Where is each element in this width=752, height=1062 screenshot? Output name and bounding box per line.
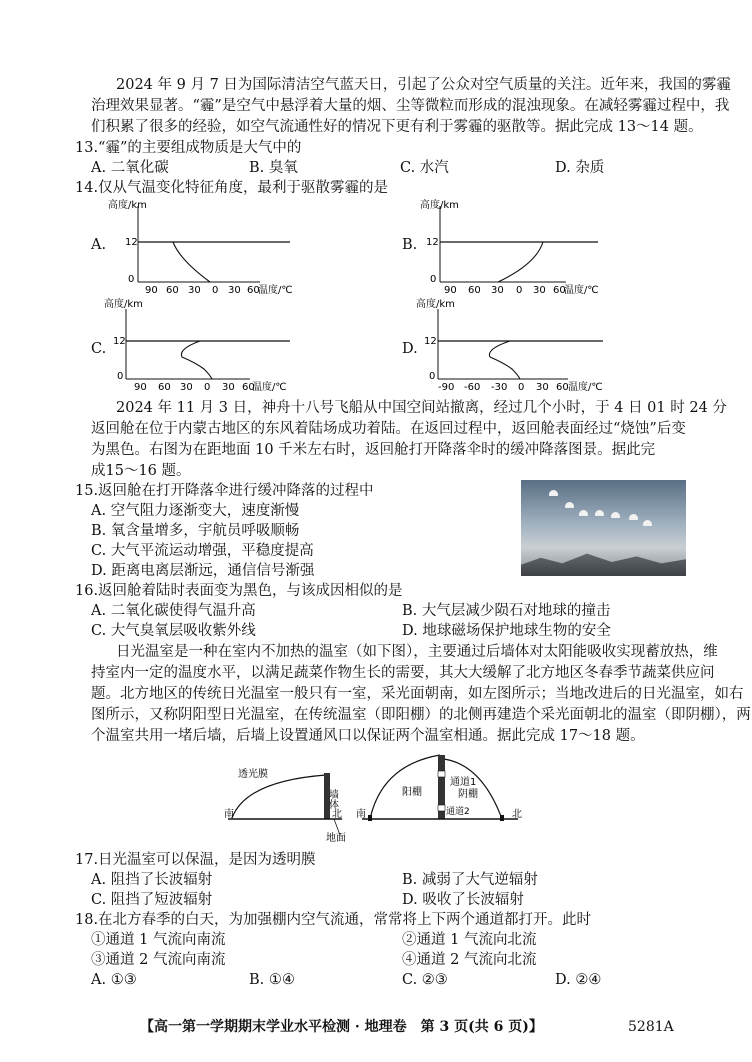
q14-panel-c-xtick: 30	[222, 382, 235, 393]
q14-panel-a-ylabel: 高度/km	[108, 200, 147, 211]
capsule-descent-photo	[521, 480, 686, 576]
passage2-line-4: 成15～16 题。	[91, 463, 191, 479]
q17-option-d: D. 吸收了长波辐射	[402, 892, 524, 908]
q16-option-a: A. 二氧化碳使得气温升高	[91, 603, 256, 619]
q14-panel-b-xtick: 0	[516, 285, 523, 296]
q14-stem: 14.仅从气温变化特征角度，最利于驱散雾霾的是	[75, 180, 389, 196]
passage2-line-3: 为黑色。右图为在距地面 10 千米左右时，返回舱打开降落伞时的缓冲降落图景。据此完	[91, 442, 656, 458]
left-north-label: 北	[332, 809, 342, 820]
q17-option-c: C. 阻挡了短波辐射	[91, 892, 213, 908]
q18-statement-3: ③通道 2 气流向南流	[91, 952, 226, 968]
q14-panel-a-xtick: 30	[228, 285, 241, 296]
mountain-shape	[521, 548, 686, 576]
q16-option-c: C. 大气臭氧层吸收紫外线	[91, 623, 256, 639]
q14-panel-b-label: B.	[402, 237, 418, 253]
q14-panel-d-xtick: -30	[491, 382, 508, 393]
q18-option-a: A. ①③	[91, 972, 137, 988]
parachute-icon	[629, 514, 638, 520]
q14-panel-d-xtick: -60	[464, 382, 481, 393]
q14-panel-c-xlabel: 温度/℃	[252, 382, 287, 393]
q14-panel-a-origin: 0	[128, 274, 135, 285]
q14-panel-d-xtick: 60	[556, 382, 569, 393]
q18-option-b: B. ①④	[249, 972, 295, 988]
passage3-line-5: 个温室共用一堵后墙，后墙上设置通风口以保证两个温室相通。据此完成 17～18 题。	[91, 728, 645, 744]
q14-panel-d-origin: 0	[429, 371, 436, 382]
q14-panel-c-ylabel: 高度/km	[104, 299, 143, 310]
q14-panel-a-xtick: 90	[145, 285, 158, 296]
paper-code: 5281A	[628, 1019, 674, 1035]
q14-panel-a-xtick: 60	[166, 285, 179, 296]
passage2-line-2: 返回舱在位于内蒙古地区的东风着陆场成功着陆。在返回过程中，返回舱表面经过“烧蚀”后变	[91, 421, 686, 437]
q14-panel-a-xtick: 0	[212, 285, 219, 296]
q14-panel-c-xtick: 30	[180, 382, 193, 393]
q14-panel-c-xtick: 0	[204, 382, 211, 393]
q14-panel-b-xtick: 60	[468, 285, 481, 296]
q16-option-b: B. 大气层减少陨石对地球的撞击	[402, 603, 611, 619]
parachute-icon	[549, 490, 558, 496]
q17-option-a: A. 阻挡了长波辐射	[91, 872, 213, 888]
q14-panel-d-graph	[398, 297, 610, 397]
q15-option-c: C. 大气平流运动增强，平稳度提高	[91, 543, 314, 559]
q18-option-c: C. ②③	[402, 972, 448, 988]
q14-panel-d-ytick: 12	[424, 336, 437, 347]
vent-2-label: 通道2	[446, 807, 470, 817]
q14-panel-d-label: D.	[402, 341, 418, 357]
q14-panel-a-xtick: 60	[247, 285, 260, 296]
q14-panel-c-graph	[100, 297, 300, 397]
vent-1-label: 通道1	[450, 777, 477, 788]
q14-panel-d-ylabel: 高度/km	[416, 299, 455, 310]
q14-panel-c-ytick: 12	[113, 336, 126, 347]
ground-label: 地面	[326, 833, 346, 844]
q14-panel-c-xtick: 60	[242, 382, 255, 393]
q14-panel-a-graph	[100, 198, 300, 298]
passage3-line-3: 题。北方地区的传统日光温室一般只有一室，采光面朝南，如左图所示；当地改进后的日光温室，如右	[91, 686, 744, 702]
left-south-label: 南	[224, 809, 234, 820]
passage3-line-1: 日光温室是一种在室内不加热的温室（如下图），主要通过后墙体对太阳能吸收实现蓄放热，维	[116, 644, 718, 660]
q15-option-b: B. 氧含量增多，宇航员呼吸顺畅	[91, 523, 300, 539]
yang-label: 阳棚	[402, 787, 422, 798]
vent-1	[438, 771, 445, 777]
q14-panel-b-graph	[398, 198, 608, 298]
q14-panel-d-xtick: -90	[438, 382, 455, 393]
q13-option-a: A. 二氧化碳	[91, 160, 169, 176]
q15-option-d: D. 距离电离层渐远，通信信号渐强	[91, 563, 315, 579]
q14-panel-c-origin: 0	[117, 371, 124, 382]
passage3-line-2: 持室内一定的温度水平，以满足蔬菜作物生长的需要，其大大缓解了北方地区冬春季节蔬菜供应问	[91, 665, 715, 681]
q18-statement-4: ④通道 2 气流向北流	[402, 952, 537, 968]
q14-panel-c-xtick: 60	[158, 382, 171, 393]
q14-panel-b-xtick: 30	[533, 285, 546, 296]
q15-option-a: A. 空气阻力逐渐变大，速度渐慢	[91, 503, 300, 519]
right-south-label: 南	[356, 809, 366, 820]
q13-option-b: B. 臭氧	[249, 160, 298, 176]
q18-stem: 18.在北方春季的白天，为加强棚内空气流通，常常将上下两个通道都打开。此时	[75, 912, 592, 928]
q16-stem: 16.返回舱着陆时表面变为黑色，与该成因相似的是	[75, 583, 403, 599]
yin-label: 阴棚	[458, 789, 478, 800]
left-film-arc	[232, 775, 326, 818]
greenhouse-diagram	[222, 745, 532, 845]
left-film-label: 透光膜	[238, 769, 268, 780]
q18-statement-2: ②通道 1 气流向北流	[402, 932, 537, 948]
parachute-icon	[595, 510, 604, 516]
right-north-label: 北	[512, 809, 522, 820]
q14-panel-c-xtick: 90	[134, 382, 147, 393]
parachute-icon	[579, 510, 588, 516]
parachute-icon	[643, 520, 652, 526]
q17-stem: 17.日光温室可以保温，是因为透明膜	[75, 852, 316, 868]
passage1-line-3: 们积累了很多的经验，如空气流通性好的情况下更有利于雾霾的驱散等。据此完成 13～14 题。	[91, 119, 703, 135]
q13-option-c: C. 水汽	[400, 160, 449, 176]
passage2-line-1: 2024 年 11 月 3 日，神舟十八号飞船从中国空间站撤离，经过几个小时，于 4 日 01 时 24 分	[116, 400, 727, 416]
q14-panel-b-xtick: 30	[491, 285, 504, 296]
q14-panel-d-xtick: 0	[518, 382, 525, 393]
q14-panel-b-ylabel: 高度/km	[420, 200, 459, 211]
q13-option-d: D. 杂质	[555, 160, 605, 176]
q17-option-b: B. 减弱了大气逆辐射	[402, 872, 538, 888]
q18-option-d: D. ②④	[555, 972, 602, 988]
q13-stem: 13.“霾”的主要组成物质是大气中的	[75, 140, 302, 156]
q14-panel-b-origin: 0	[430, 274, 437, 285]
q14-panel-d-xlabel: 温度/℃	[568, 382, 603, 393]
q14-panel-c-label: C.	[91, 341, 107, 357]
page-footer: 【高一第一学期期末学业水平检测 · 地理卷 第 3 页(共 6 页)】	[140, 1019, 543, 1035]
q16-option-d: D. 地球磁场保护地球生物的安全	[402, 623, 611, 639]
q14-panel-b-xlabel: 温度/℃	[564, 285, 599, 296]
vent-2	[438, 805, 445, 811]
passage1-line-1: 2024 年 9 月 7 日为国际清洁空气蓝天日，引起了公众对空气质量的关注。近年来，我国的雾霾	[116, 77, 731, 93]
q14-panel-a-xlabel: 温度/℃	[258, 285, 293, 296]
q14-panel-a-xtick: 30	[188, 285, 201, 296]
q14-panel-b-xtick: 90	[444, 285, 457, 296]
parachute-icon	[611, 512, 620, 518]
q14-panel-b-xtick: 60	[553, 285, 566, 296]
q14-panel-a-label: A.	[91, 237, 107, 253]
q14-panel-b-ytick: 12	[426, 237, 439, 248]
parachute-icon	[565, 502, 574, 508]
left-wall-label: 墙体	[326, 789, 338, 809]
passage3-line-4: 图所示，又称阴阳型日光温室，在传统温室（即阳棚）的北侧再建造个采光面朝北的温室（即阴棚），两	[91, 707, 751, 723]
q18-statement-1: ①通道 1 气流向南流	[91, 932, 226, 948]
passage1-line-2: 治理效果显著。“霾”是空气中悬浮着大量的烟、尘等微粒而形成的混浊现象。在减轻雾霾过程中，我	[91, 98, 730, 114]
q14-panel-a-ytick: 12	[125, 237, 138, 248]
q14-panel-d-xtick: 30	[536, 382, 549, 393]
q15-stem: 15.返回舱在打开降落伞进行缓冲降落的过程中	[75, 483, 374, 499]
